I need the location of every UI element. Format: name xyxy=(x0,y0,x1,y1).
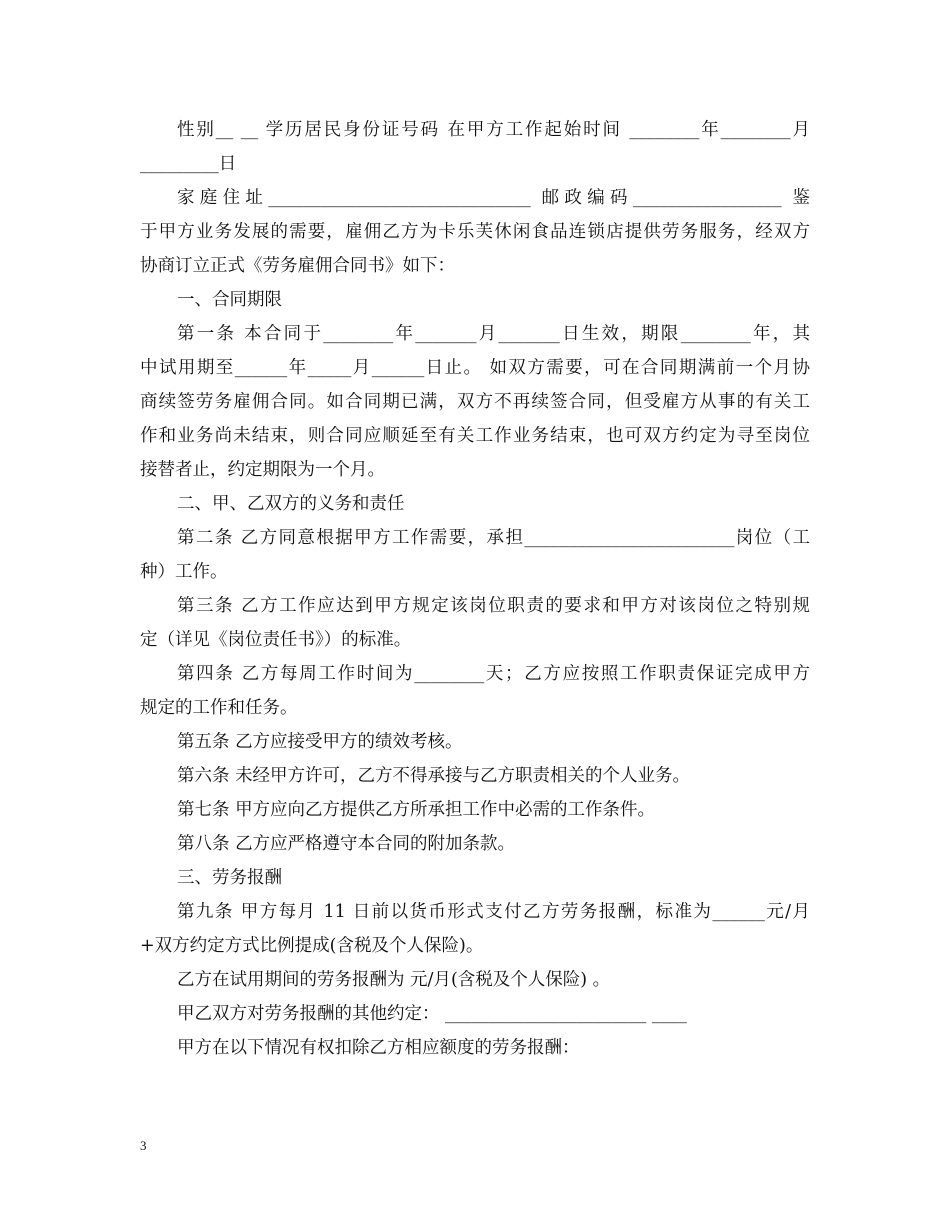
text-line: 第七条 甲方应向乙方提供乙方所承担工作中必需的工作条件。 xyxy=(177,800,656,820)
text-line: 第三条 乙方工作应达到甲方规定该岗位职责的要求和甲方对该岗位之特别规 xyxy=(177,596,810,616)
text-line: 第四条 乙方每周工作时间为________天；乙方应按照工作职责保证完成甲方 xyxy=(177,664,810,684)
text-line: 于甲方业务发展的需要，雇佣乙方为卡乐芙休闲食品连锁店提供劳务服务，经双方 xyxy=(140,222,810,242)
text-line: 第九条 甲方每月 11 日前以货币形式支付乙方劳务报酬，标准为______元/月 xyxy=(177,902,810,922)
text-line: _________日 xyxy=(140,154,237,174)
text-line: 定（详见《岗位责任书》）的标准。 xyxy=(140,630,412,650)
text-line: 商续签劳务雇佣合同。如合同期已满，双方不再续签合同，但受雇方从事的有关工 xyxy=(140,392,810,412)
text-line: 接替者止，约定期限为一个月。 xyxy=(140,460,385,480)
text-line: 中试用期至______年_____月______日止。 如双方需要，可在合同期满前一个月协 xyxy=(140,358,810,378)
text-line: 第六条 未经甲方许可，乙方不得承接与乙方职责相关的个人业务。 xyxy=(177,766,691,786)
text-line: 作和业务尚未结束，则合同应顺延至有关工作业务结束，也可双方约定为寻至岗位 xyxy=(140,426,810,446)
text-line: 第二条 乙方同意根据甲方工作需要，承担________________________岗位（工 xyxy=(177,528,810,548)
text-line: 第一条 本合同于________年_______月_______日生效，期限________年，其 xyxy=(177,324,810,344)
text-line: 规定的工作和任务。 xyxy=(140,698,298,718)
text-line: 乙方在试用期间的劳务报酬为 元/月(含税及个人保险) 。 xyxy=(177,970,611,990)
text-line: 性别__ __ 学历居民身份证号码 在甲方工作起始时间 ________年________月 xyxy=(177,120,810,140)
text-line: 种）工作。 xyxy=(140,562,228,582)
text-line: 家庭住址______________________________ 邮政编码_________________ 鉴 xyxy=(177,188,810,208)
document-body xyxy=(140,113,810,1065)
text-line: 第八条 乙方应严格遵守本合同的附加条款。 xyxy=(177,834,516,854)
section-heading: 一、合同期限 xyxy=(177,290,282,310)
section-heading: 二、甲、乙双方的义务和责任 xyxy=(177,494,405,514)
text-line: 甲乙双方对劳务报酬的其他约定： _______________________ ____ xyxy=(177,1004,687,1024)
text-line: +双方约定方式比例提成(含税及个人保险)。 xyxy=(140,936,484,956)
text-line: 协商订立正式《劳务雇佣合同书》如下： xyxy=(140,256,455,276)
text-line: 甲方在以下情况有权扣除乙方相应额度的劳务报酬： xyxy=(177,1038,580,1058)
section-heading: 三、劳务报酬 xyxy=(177,868,282,888)
page-number: 3 xyxy=(140,1138,147,1153)
text-line: 第五条 乙方应接受甲方的绩效考核。 xyxy=(177,732,463,752)
